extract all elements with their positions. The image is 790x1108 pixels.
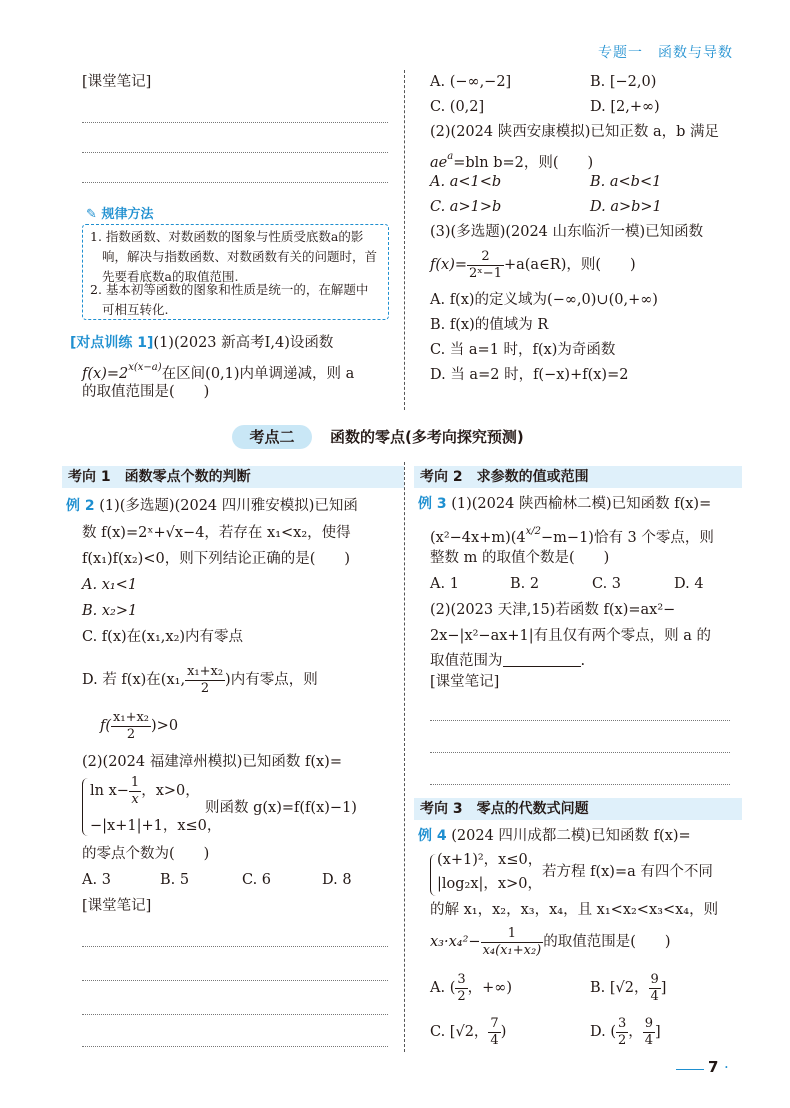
option-a: A. 3 [82,872,111,888]
question-text: 的零点个数为( ) [82,846,210,862]
answer-blank [503,652,581,667]
note-line [82,1014,388,1015]
option-c: C. 3 [592,576,622,592]
option-d: D. 若 f(x)在(x₁, $\frac{\text{x₁+x₂}}{2}$ )内有零点，则 [82,663,318,696]
example-line-2: $(x^2-4x+m)(4^{x/2}-m-1)$恰有 3 个零点，则 [430,526,714,546]
method-line: 响，解决与指数函数、对数函数有关的问题时，首 [102,249,378,264]
option-d: D. 当 a=2 时，f(−x)+f(x)=2 [430,367,629,383]
option-a: A. ( $\frac{3}{2}$ ，+∞) [430,971,513,1004]
piecewise-brace [430,854,436,896]
fraction: $\frac{3}{2}$ [617,1015,627,1048]
page-number: 7 [708,1058,719,1076]
example-line-3: f(x₁)f(x₂)<0，则下列结论正确的是( ) [82,551,351,567]
question-text: (3)(多选题)(2024 山东临沂一模)已知函数 [430,224,704,240]
option-c: C. (0,2] [430,99,485,115]
question-text: 若方程 f(x)=a 有四个不同 [542,864,713,880]
option-c: C. [√2， $\frac{7}{4}$ ) [430,1015,507,1048]
example-line-1: 例 4 (2024 四川成都二模)已知函数 f(x)= [418,828,691,844]
option-d: D. [2,+∞) [590,99,660,115]
example-line-1: 例 2 (1)(多选题)(2024 四川雅安模拟)已知函 [66,498,358,514]
note-line [430,720,730,721]
notes-label: [课堂笔记] [430,674,500,690]
option-d: D. a>b>1 [590,199,662,215]
example-line-1: 例 3 (1)(2024 陕西榆林二模)已知函数 f(x)= [418,496,712,512]
fraction: $\frac{9}{4}$ [650,971,659,1004]
section-label: 考点二 [232,425,312,449]
piecewise-case-1: (x+1)²，x≤0， [437,852,543,868]
option-d-cont: f( $\frac{\text{x₁+x₂}}{2}$ )>0 [100,709,179,742]
fraction: $\frac{3}{2}$ [457,971,466,1004]
option-a: A. (−∞,−2] [430,74,512,90]
question-text: (2)(2024 陕西安康模拟)已知正数 a，b 满足 [430,124,720,140]
option-b: B. 2 [510,576,540,592]
training-line-1: [对点训练 1](1)(2023 新高考Ⅰ,4)设函数 [70,335,334,351]
training-line-3: 的取值范围是( ) [82,384,210,400]
training-line-2: $f(x)=2^{x(x-a)}$在区间(0,1)内单调递减，则 a [82,362,355,382]
piecewise-brace [82,778,88,836]
question-text: (2)(2023 天津,15)若函数 f(x)=ax²− [430,602,676,618]
question-text: 的解 x₁，x₂，x₃，x₄，且 x₁<x₂<x₃<x₄，则 [430,902,719,918]
option-b: B. 5 [160,872,190,888]
example-tag: 例 2 [66,498,95,514]
piecewise-case-2: |log₂x|，x>0， [437,876,542,892]
option-b: B. f(x)的值域为 R [430,317,549,333]
question-text: $ae^a=bln$ b=2，则( ) [430,151,594,171]
option-c: C. 6 [242,872,272,888]
question-text: 则函数 g(x)=f(f(x)−1) [205,800,357,816]
note-line [82,946,388,947]
option-c: C. a>1>b [430,199,502,215]
example-tag: 例 4 [418,828,447,844]
notes-label: [课堂笔记] [82,74,152,90]
option-a: A. f(x)的定义域为(−∞,0)∪(0,+∞) [430,292,658,308]
page-number-rule [676,1069,704,1070]
note-line [430,784,730,785]
option-a: A. 1 [430,576,459,592]
fraction: $\frac{\text{x₁+x₂}}{2}$ [113,709,150,742]
option-a: A. x₁<1 [82,577,138,593]
method-line: 2. 基本初等函数的图象和性质是统一的，在解题中 [90,282,369,297]
question-text: (2)(2024 福建漳州模拟)已知函数 f(x)= [82,754,342,770]
example-tag: 例 3 [418,496,447,512]
question-formula: f(x)= $\frac{2}{\text{2ˣ−1}}$ +a(a∈R)，则( ) [430,248,636,281]
option-c: C. f(x)在(x₁,x₂)内有零点 [82,629,244,645]
piecewise-case-2: −|x+1|+1，x≤0， [90,818,222,834]
fraction: $\frac{1}{x}$ [130,774,140,807]
column-divider-bottom [404,462,405,1052]
method-line: 可相互转化. [102,302,169,317]
fraction: $\frac{1}{\text{x₄(x₁+x₂)}}$ [482,925,542,958]
option-d: D. 4 [674,576,704,592]
option-c: C. 当 a=1 时，f(x)为奇函数 [430,342,616,358]
page-header: 专题一 函数与导数 [598,45,733,61]
fraction: $\frac{9}{4}$ [644,1015,654,1048]
column-divider-top [404,70,405,410]
section-title: 函数的零点(多考向探究预测) [330,428,524,446]
direction-tag: 考向 2 求参数的值或范围 [414,466,742,488]
question-text: 取值范围为 . [430,653,586,669]
option-b: B. [−2,0) [590,74,657,90]
option-b: B. x₂>1 [82,603,138,619]
question-formula: x₃·x₄²− $\frac{1}{\text{x₄(x₁+x₂)}}$ 的取值范围是( ) [430,925,671,958]
fraction: $\frac{2}{\text{2ˣ−1}}$ [469,248,502,281]
note-line [82,1046,388,1047]
direction-tag: 考向 3 零点的代数式问题 [414,798,742,820]
option-a: A. a<1<b [430,174,502,190]
option-b: B. [√2， $\frac{9}{4}$ ] [590,971,667,1004]
option-d: D. ( $\frac{3}{2}$ ， $\frac{9}{4}$ ] [590,1015,661,1048]
pen-icon: ✎ [86,207,97,222]
note-line [82,182,388,183]
example-line-2: 数 f(x)=2ˣ+√x−4，若存在 x₁<x₂，使得 [82,525,351,541]
notes-label: [课堂笔记] [82,898,152,914]
method-line: 1. 指数函数、对数函数的图象与性质受底数a的影 [90,229,364,244]
piecewise-case-1: ln x− $\frac{1}{x}$ ，x>0， [90,774,200,807]
page-dot: · [724,1058,729,1076]
note-line [82,152,388,153]
note-line [82,980,388,981]
example-line-3: 整数 m 的取值个数是( ) [430,550,610,566]
direction-tag: 考向 1 函数零点个数的判断 [62,466,404,488]
option-d: D. 8 [322,872,352,888]
fraction: $\frac{7}{4}$ [490,1015,499,1048]
fraction: $\frac{\text{x₁+x₂}}{2}$ [187,663,224,696]
note-line [82,122,388,123]
option-b: B. a<b<1 [590,174,662,190]
note-line [430,752,730,753]
method-line: 先要看底数a的取值范围. [102,269,239,284]
training-tag: [对点训练 1] [70,335,154,351]
question-text: 2x−|x²−ax+1|有且仅有两个零点，则 a 的 [430,628,712,644]
method-title: ✎ 规律方法 [86,207,154,222]
